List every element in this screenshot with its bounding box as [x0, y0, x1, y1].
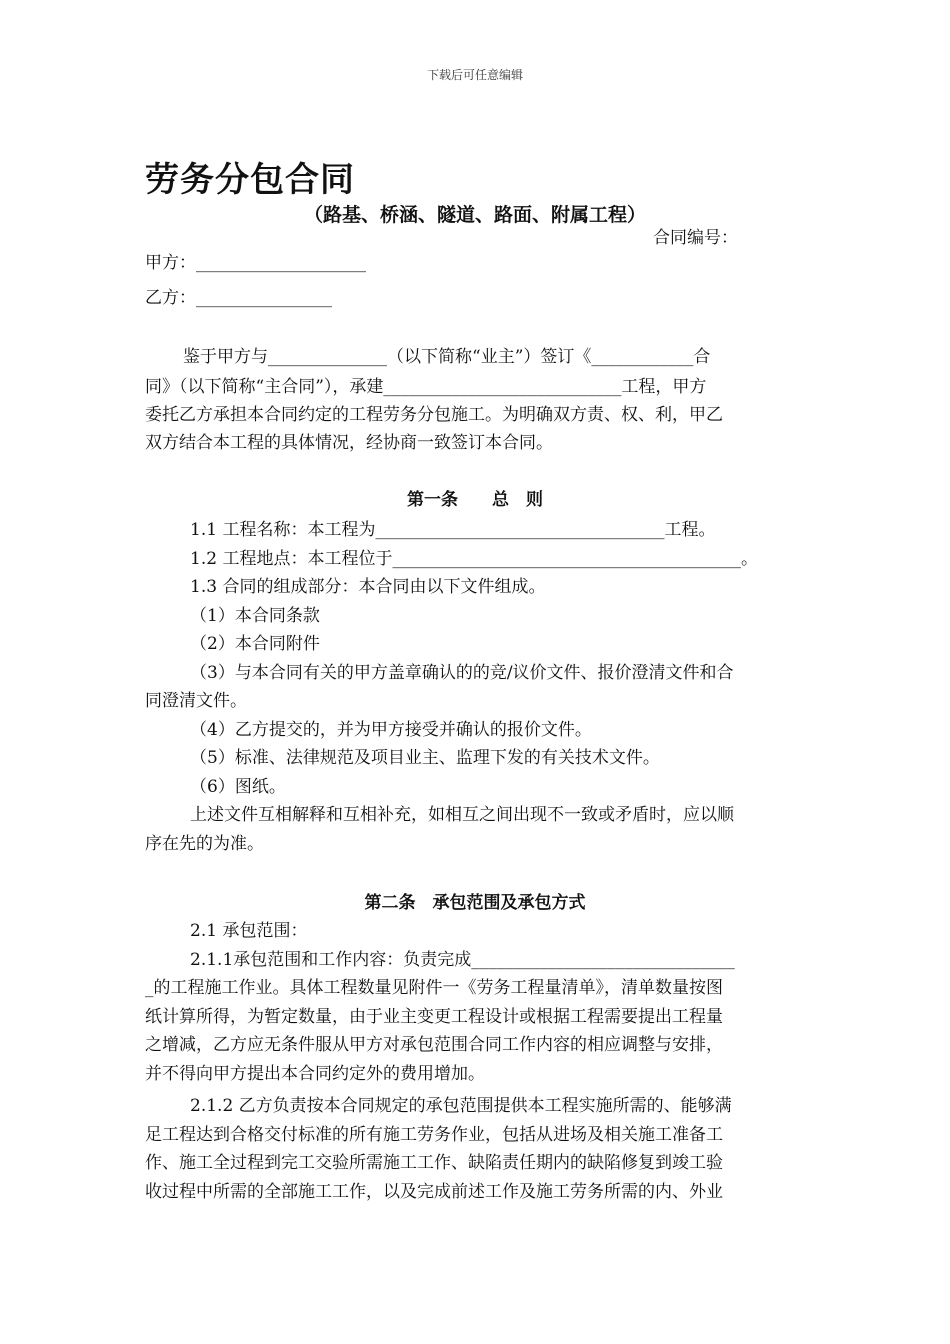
preamble-line: 鉴于甲方与______________（以下简称“业主”）签订《____________合 — [183, 347, 711, 367]
party-a-line: 甲方：____________________ — [145, 253, 366, 273]
article-line: （4）乙方提交的，并为甲方接受并确认的报价文件。 — [190, 720, 592, 740]
party-b-line: 乙方：________________ — [145, 288, 332, 308]
contract-number-label: 合同编号： — [653, 228, 738, 248]
article-2-heading: 第二条 承包范围及承包方式 — [364, 893, 586, 913]
article-line: 1.3 合同的组成部分：本合同由以下文件组成。 — [190, 577, 546, 597]
article-line: （2）本合同附件 — [190, 634, 320, 654]
article-line: 之增减，乙方应无条件服从甲方对承包范围合同工作内容的相应调整与安排， — [145, 1035, 723, 1055]
preamble-line: 委托乙方承担本合同约定的工程劳务分包施工。为明确双方责、权、利，甲乙 — [145, 405, 723, 425]
preamble-line: 同》（以下简称“主合同”），承建____________________________工程，甲方 — [145, 377, 707, 397]
article-line: 1.2 工程地点：本工程位于_________________________________________。 — [190, 549, 758, 569]
article-line: 足工程达到合格交付标准的所有施工劳务作业，包括从进场及相关施工准备工 — [145, 1125, 723, 1145]
article-line: （3）与本合同有关的甲方盖章确认的的竞/议价文件、报价澄清文件和合 — [190, 663, 734, 683]
article-line: 2.1.2 乙方负责按本合同规定的承包范围提供本工程实施所需的、能够满 — [190, 1096, 732, 1116]
header-note: 下载后可任意编辑 — [426, 68, 523, 82]
document-title: 劳务分包合同 — [145, 160, 355, 200]
article-line: 同澄清文件。 — [145, 691, 247, 711]
document-subtitle: （路基、桥涵、隧道、路面、附属工程） — [303, 204, 646, 226]
article-line: 上述文件互相解释和互相补充，如相互之间出现不一致或矛盾时，应以顺 — [190, 805, 734, 825]
article-line: 收过程中所需的全部施工工作，以及完成前述工作及施工劳务所需的内、外业 — [145, 1182, 723, 1202]
article-line: 并不得向甲方提出本合同约定外的费用增加。 — [145, 1064, 485, 1084]
article-1-heading: 第一条 总 则 — [407, 490, 543, 510]
article-line: _的工程施工作业。具体工程数量见附件一《劳务工程量清单》，清单数量按图 — [145, 978, 723, 998]
article-line: （1）本合同条款 — [190, 606, 320, 626]
article-line: 纸计算所得，为暂定数量，由于业主变更工程设计或根据工程需要提出工程量 — [145, 1007, 723, 1027]
article-line: 作、施工全过程到完工交验所需施工工作、缺陷责任期内的缺陷修复到竣工验 — [145, 1153, 723, 1173]
article-line: 2.1.1承包范围和工作内容：负责完成_______________________________ — [190, 950, 735, 970]
preamble-line: 双方结合本工程的具体情况，经协商一致签订本合同。 — [145, 433, 553, 453]
article-line: 1.1 工程名称：本工程为__________________________________工程。 — [190, 520, 716, 540]
article-line: （6）图纸。 — [190, 777, 286, 797]
article-line: 2.1 承包范围： — [190, 921, 308, 941]
article-line: （5）标准、法律规范及项目业主、监理下发的有关技术文件。 — [190, 748, 660, 768]
article-line: 序在先的为准。 — [145, 834, 264, 854]
